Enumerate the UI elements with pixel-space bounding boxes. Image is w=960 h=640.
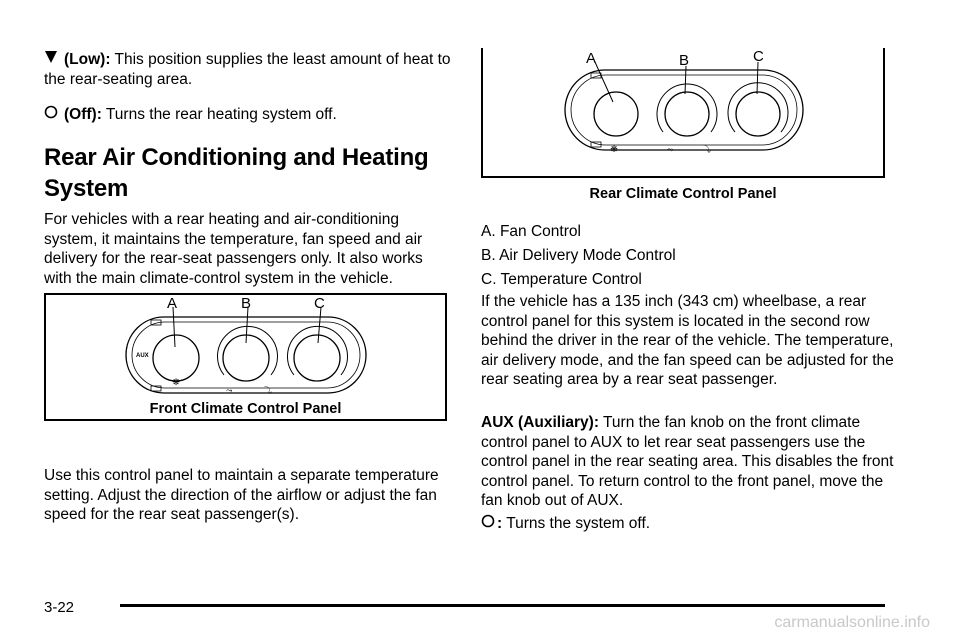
off-circle-icon-2 <box>481 514 495 534</box>
front-panel-figure <box>44 293 447 421</box>
rear-label-a: A <box>586 50 597 67</box>
svg-text:⤵: ⤵ <box>703 145 711 154</box>
low-label: (Low): <box>64 51 111 68</box>
down-triangle-icon <box>44 50 58 70</box>
footer-rule <box>120 604 885 607</box>
list-item-a: A. Fan Control <box>481 223 581 240</box>
rear-label-b: B <box>679 52 690 69</box>
intro-paragraph: For vehicles with a rear heating and air-conditioning system, it maintains the temperature, fan speed and air delivery for the rear-seat passengers only. It also works with the main climate-control system in the vehicle. <box>44 211 423 287</box>
svg-text:❋: ❋ <box>610 145 618 155</box>
off2-paragraph <box>481 514 896 534</box>
off-label: (Off): <box>64 106 102 123</box>
front-panel-caption: Front Climate Control Panel <box>149 401 342 417</box>
front-label-c: C <box>314 295 325 312</box>
use-paragraph: Use this control panel to maintain a separate temperature setting. Adjust the direction of the airflow or adjust the fan speed for the rear seat passenger(s). <box>44 467 439 523</box>
svg-text:❋: ❋ <box>172 378 180 388</box>
rear-label-c: C <box>753 48 764 65</box>
list-item-c: C. Temperature Control <box>481 271 642 288</box>
low-paragraph <box>44 50 454 89</box>
list-item-b: B. Air Delivery Mode Control <box>481 247 676 264</box>
off2-label: : <box>497 515 503 532</box>
off-text: Turns the rear heating system off. <box>105 106 337 123</box>
page-number: 3-22 <box>44 599 75 616</box>
svg-text:⤳: ⤳ <box>226 386 233 395</box>
section-heading: Rear Air Conditioning and Heating System <box>44 144 429 202</box>
front-aux-label: AUX <box>136 353 149 359</box>
off-circle-icon <box>44 105 58 125</box>
off2-text: Turns the system off. <box>506 515 651 532</box>
front-label-a: A <box>167 295 178 312</box>
front-label-b: B <box>241 295 252 312</box>
aux-text: Turn the fan knob on the front climate control panel to AUX to let rear seat passengers use the control panel in the rear seating area. This disables the front control panel. To return control to the front panel, move the fan knob out of AUX. <box>481 414 894 509</box>
svg-text:⤵: ⤵ <box>264 386 272 395</box>
watermark: carmanualsonline.info <box>774 614 930 631</box>
aux-label: AUX (Auxiliary): <box>481 414 599 431</box>
low-text: This position supplies the least amount of heat to the rear-seating area. <box>44 51 451 88</box>
rear-panel-caption: Rear Climate Control Panel <box>589 186 777 202</box>
off-paragraph <box>44 105 454 125</box>
svg-text:⤳: ⤳ <box>667 145 674 154</box>
wheelbase-paragraph: If the vehicle has a 135 inch (343 cm) wheelbase, a rear control panel for this system is located in the second row behind the driver in the rear of the vehicle. The temperature, air delivery mode, and the fan speed can be adjusted for the rear seating area by a rear seat passenger. <box>481 293 894 388</box>
rear-panel-figure <box>481 48 885 178</box>
aux-paragraph <box>481 413 896 511</box>
